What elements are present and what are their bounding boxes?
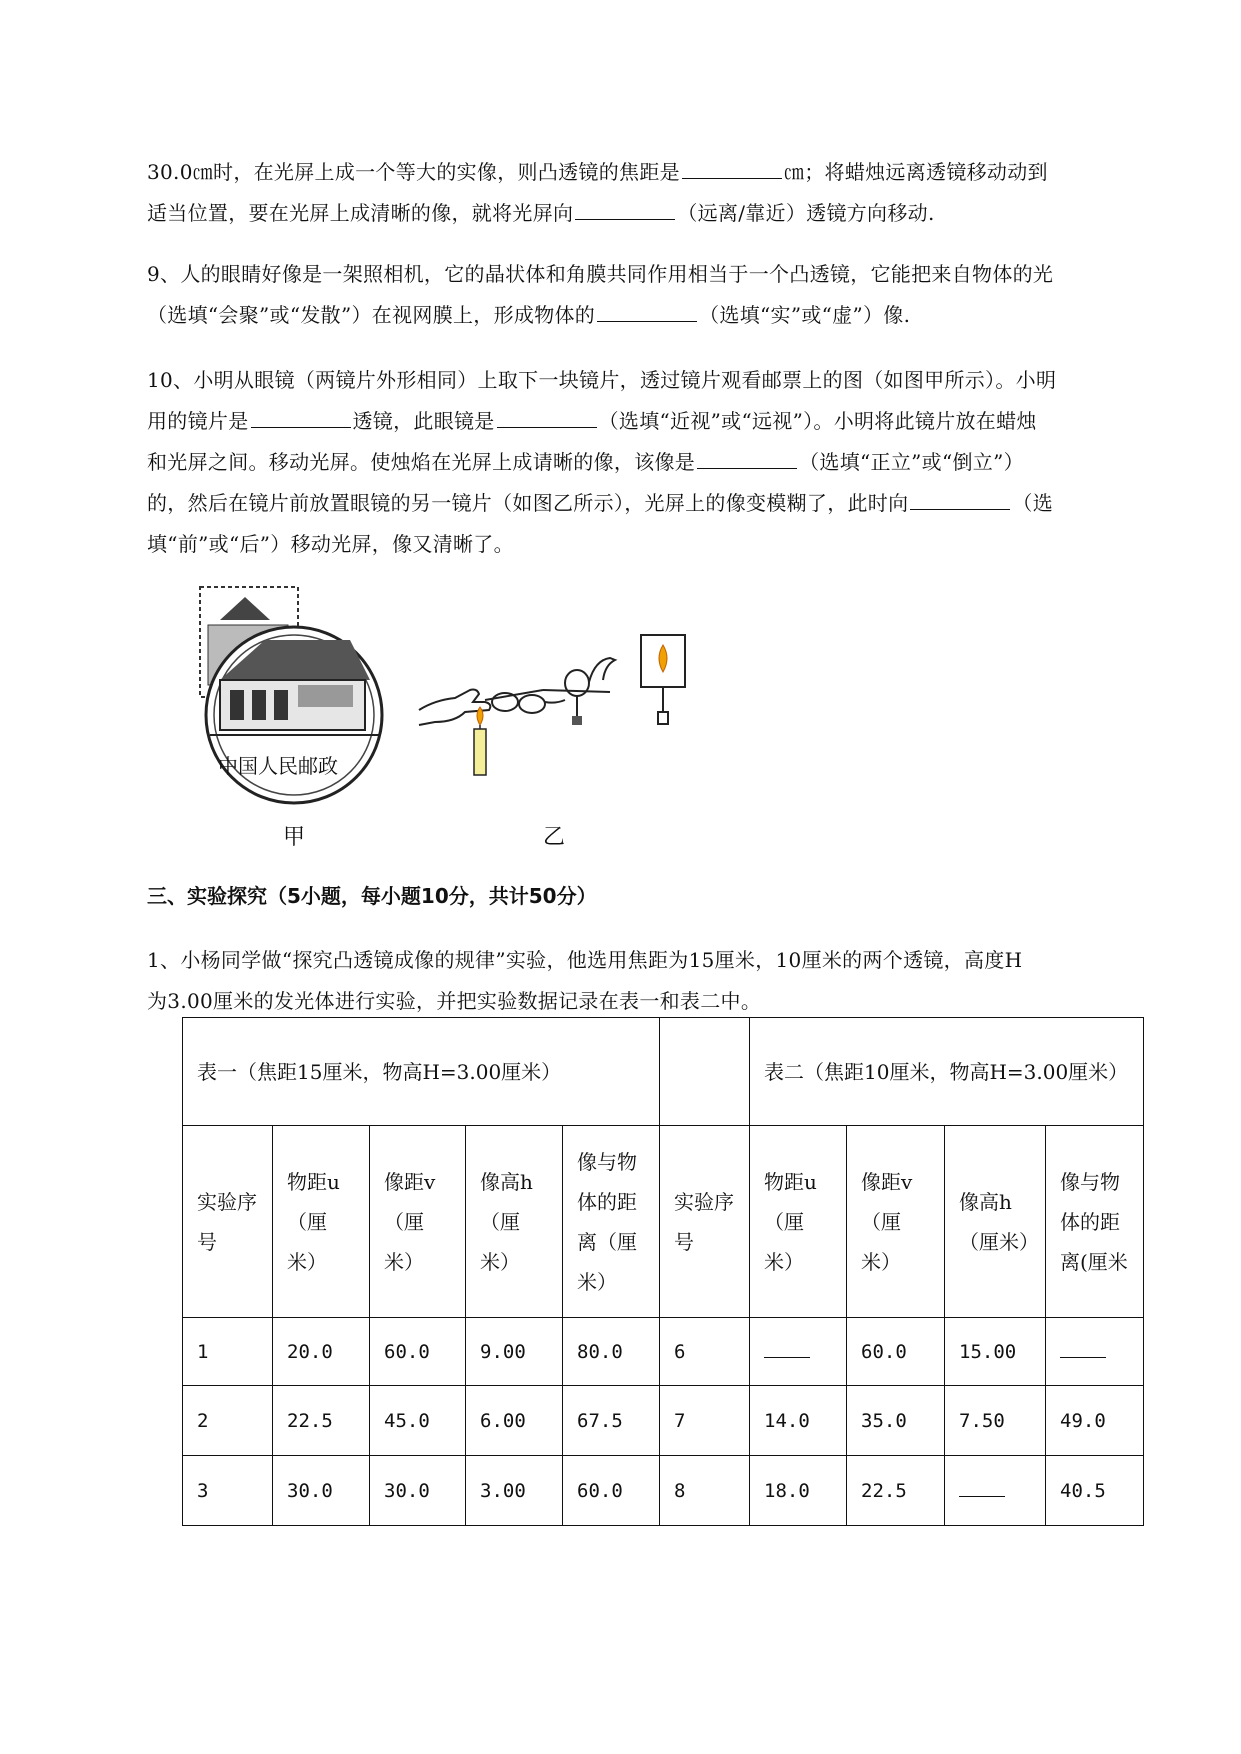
q8-line2b: （远离/靠近）透镜方向移动. xyxy=(677,201,935,225)
table-cell: 35.0 xyxy=(847,1386,945,1456)
table-cell: 3.00 xyxy=(466,1456,563,1526)
table-cell-blank[interactable] xyxy=(750,1318,847,1386)
table-cell: 14.0 xyxy=(750,1386,847,1456)
question-9-text xyxy=(147,254,1147,336)
answer-blank[interactable] xyxy=(497,405,597,428)
header-cell: 像距v（厘米） xyxy=(847,1126,945,1318)
table-cell: 7 xyxy=(660,1386,750,1456)
table-cell-blank[interactable] xyxy=(945,1456,1046,1526)
table-cell: 6.00 xyxy=(466,1386,563,1456)
table-cell: 18.0 xyxy=(750,1456,847,1526)
glasses-candle-screen-figure xyxy=(415,630,715,790)
figure-label-a: 甲 xyxy=(283,825,306,850)
table-cell: 60.0 xyxy=(563,1456,660,1526)
q9-line2a: （选填“会聚”或“发散”）在视网膜上，形成物体的 xyxy=(147,303,596,327)
empty-cell xyxy=(660,1018,750,1126)
q10-line2a: 用的镜片是 xyxy=(147,409,249,433)
q10-line3a: 和光屏之间。移动光屏。使烛焰在光屏上成请晰的像，该像是 xyxy=(147,450,696,474)
table-cell: 80.0 xyxy=(563,1318,660,1386)
header-cell: 物距u（厘米） xyxy=(273,1126,370,1318)
q10-line4b: （选 xyxy=(1012,491,1054,515)
q9-line1: 9、人的眼睛好像是一架照相机，它的晶状体和角膜共同作用相当于一个凸透镜，它能把来自物体的光 xyxy=(147,262,1054,286)
answer-blank[interactable] xyxy=(1060,1339,1106,1358)
table-cell-blank[interactable] xyxy=(1046,1318,1144,1386)
header-cell: 像与物体的距离(厘米 xyxy=(1046,1126,1144,1318)
answer-blank[interactable] xyxy=(697,446,797,469)
header-cell: 像高h（厘米） xyxy=(945,1126,1046,1318)
table-cell: 30.0 xyxy=(370,1456,466,1526)
q10-line4a: 的，然后在镜片前放置眼镜的另一镜片（如图乙所示），光屏上的像变模糊了，此时向 xyxy=(147,491,909,515)
table-cell: 22.5 xyxy=(273,1386,370,1456)
table-cell: 40.5 xyxy=(1046,1456,1144,1526)
table-cell: 8 xyxy=(660,1456,750,1526)
q8-line1a: 30.0㎝时，在光屏上成一个等大的实像，则凸透镜的焦距是 xyxy=(147,160,680,184)
q8-line1b: ㎝；将蜡烛远离透镜移动动到 xyxy=(783,160,1048,184)
table-cell: 67.5 xyxy=(563,1386,660,1456)
exp1-line2: 为3.00厘米的发光体进行实验，并把实验数据记录在表一和表二中。 xyxy=(147,989,762,1013)
header-cell: 像高h（厘米） xyxy=(466,1126,563,1318)
header-cell: 像距v（厘米） xyxy=(370,1126,466,1318)
answer-blank[interactable] xyxy=(910,487,1010,510)
table-cell: 2 xyxy=(183,1386,273,1456)
figure-label-b: 乙 xyxy=(543,825,566,850)
table2-title: 表二（焦距10厘米，物高H=3.00厘米） xyxy=(750,1018,1144,1126)
table-cell: 1 xyxy=(183,1318,273,1386)
answer-blank[interactable] xyxy=(682,156,782,179)
answer-blank[interactable] xyxy=(959,1478,1005,1497)
table-cell: 20.0 xyxy=(273,1318,370,1386)
header-cell: 实验序号 xyxy=(660,1126,750,1318)
table-cell: 6 xyxy=(660,1318,750,1386)
table-row xyxy=(183,1456,1144,1526)
answer-blank[interactable] xyxy=(764,1339,810,1358)
table-cell: 9.00 xyxy=(466,1318,563,1386)
stamp-magnifier-figure xyxy=(190,585,390,810)
section-heading: 三、实验探究（5小题，每小题10分，共计50分） xyxy=(147,884,597,908)
table-cell: 49.0 xyxy=(1046,1386,1144,1456)
exp1-line1: 1、小杨同学做“探究凸透镜成像的规律”实验，他选用焦距为15厘米，10厘米的两个透镜，高度H xyxy=(147,948,1023,972)
q10-line3b: （选填“正立”或“倒立”） xyxy=(799,450,1024,474)
q10-line1: 10、小明从眼镜（两镜片外形相同）上取下一块镜片，透过镜片观看邮票上的图（如图甲所示）。小明 xyxy=(147,368,1057,392)
table-cell: 22.5 xyxy=(847,1456,945,1526)
table-cell: 3 xyxy=(183,1456,273,1526)
header-cell: 物距u（厘米） xyxy=(750,1126,847,1318)
table-cell: 30.0 xyxy=(273,1456,370,1526)
table-header-row xyxy=(183,1126,1144,1318)
answer-blank[interactable] xyxy=(575,197,675,220)
q10-line2b: 透镜，此眼镜是 xyxy=(352,409,495,433)
question-8-text xyxy=(147,152,1147,234)
header-cell: 实验序号 xyxy=(183,1126,273,1318)
table-title-row xyxy=(183,1018,1144,1126)
stamp-text: 中国人民邮政 xyxy=(218,754,338,778)
table-cell: 60.0 xyxy=(847,1318,945,1386)
q8-line2a: 适当位置，要在光屏上成清晰的像，就将光屏向 xyxy=(147,201,574,225)
q10-line2c: （选填“近视”或“远视”）。小明将此镜片放在蜡烛 xyxy=(598,409,1037,433)
data-table xyxy=(182,1017,1144,1526)
table-row xyxy=(183,1386,1144,1456)
table1-title: 表一（焦距15厘米，物高H=3.00厘米） xyxy=(183,1018,660,1126)
answer-blank[interactable] xyxy=(597,299,697,322)
table-row xyxy=(183,1318,1144,1386)
table-cell: 45.0 xyxy=(370,1386,466,1456)
table-cell: 60.0 xyxy=(370,1318,466,1386)
answer-blank[interactable] xyxy=(251,405,351,428)
q9-line2b: （选填“实”或“虚”）像. xyxy=(699,303,911,327)
table-cell: 15.00 xyxy=(945,1318,1046,1386)
experiment-1-text xyxy=(147,940,1147,1022)
header-cell: 像与物体的距离（厘米） xyxy=(563,1126,660,1318)
q10-line5: 填“前”或“后”）移动光屏，像又清晰了。 xyxy=(147,532,514,556)
question-10-text xyxy=(147,360,1147,565)
table-cell: 7.50 xyxy=(945,1386,1046,1456)
